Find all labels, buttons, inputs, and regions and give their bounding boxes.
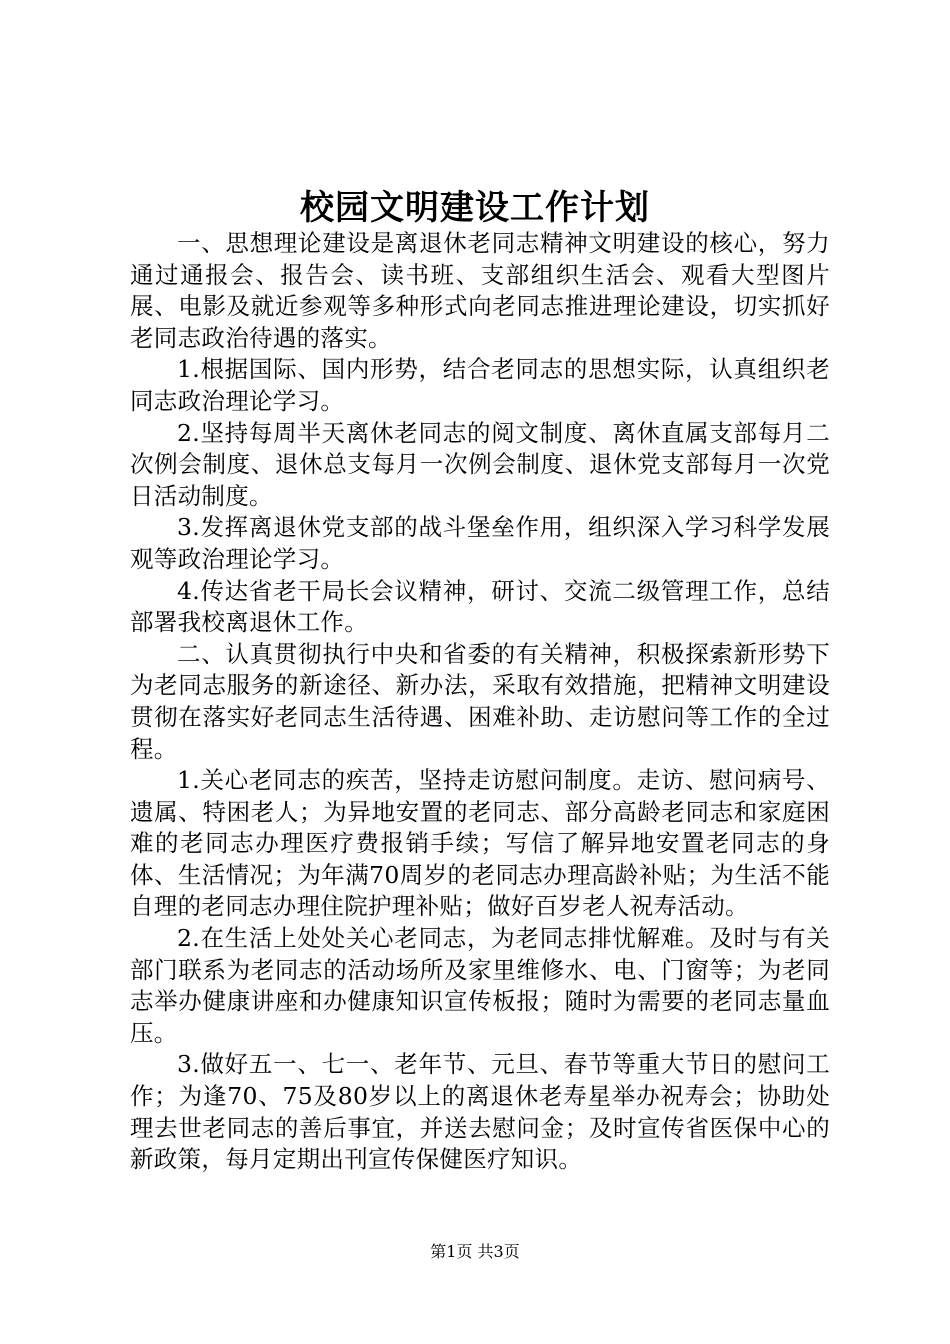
paragraph-item-1-3: 3.发挥离退休党支部的战斗堡垒作用，组织深入学习科学发展观等政治理论学习。 [130, 513, 830, 573]
paragraph-item-1-2: 2.坚持每周半天离休老同志的阅文制度、离休直属支部每月二次例会制度、退休总支每月一次例会制度、退休党支部每月一次党日活动制度。 [130, 418, 830, 510]
paragraph-item-2-1: 1.关心老同志的疾苦，坚持走访慰问制度。走访、慰问病号、遗属、特困老人；为异地安置的老同志、部分高龄老同志和家庭困难的老同志办理医疗费报销手续；写信了解异地安置老同志的身体、生活情况；为年满70周岁的老同志办理高龄补贴；为生活不能自理的老同志办理住院护理补贴；做好百岁老人祝寿活动。 [130, 766, 830, 921]
document-body [130, 228, 830, 1176]
paragraph-item-2-3: 3.做好五一、七一、老年节、元旦、春节等重大节日的慰问工作；为逢70、75及80岁以上的离退休老寿星举办祝寿会；协助处理去世老同志的善后事宜，并送去慰问金；及时宣传省医保中心的新政策，每月定期出刊宣传保健医疗知识。 [130, 1050, 830, 1174]
page-indicator: 第1页 共3页 [430, 1242, 520, 1261]
paragraph-item-1-4: 4.传达省老干局长会议精神，研讨、交流二级管理工作，总结部署我校离退休工作。 [130, 576, 830, 637]
paragraph-item-1-1: 1.根据国际、国内形势，结合老同志的思想实际，认真组织老同志政治理论学习。 [130, 355, 830, 415]
paragraph-section-2: 二、认真贯彻执行中央和省委的有关精神，积极探索新形势下为老同志服务的新途径、新办法，采取有效措施，把精神文明建设贯彻在落实好老同志生活待遇、困难补助、走访慰问等工作的全过程。 [130, 639, 830, 763]
paragraph-section-1: 一、思想理论建设是离退休老同志精神文明建设的核心，努力通过通报会、报告会、读书班、支部组织生活会、观看大型图片展、电影及就近参观等多种形式向老同志推进理论建设，切实抓好老同志政治待遇的落实。 [130, 229, 830, 352]
paragraph-item-2-2: 2.在生活上处处关心老同志，为老同志排忧解难。及时与有关部门联系为老同志的活动场所及家里维修水、电、门窗等；为老同志举办健康讲座和办健康知识宣传板报；随时为需要的老同志量血压。 [130, 924, 830, 1047]
document-title: 校园文明建设工作计划 [300, 188, 650, 228]
